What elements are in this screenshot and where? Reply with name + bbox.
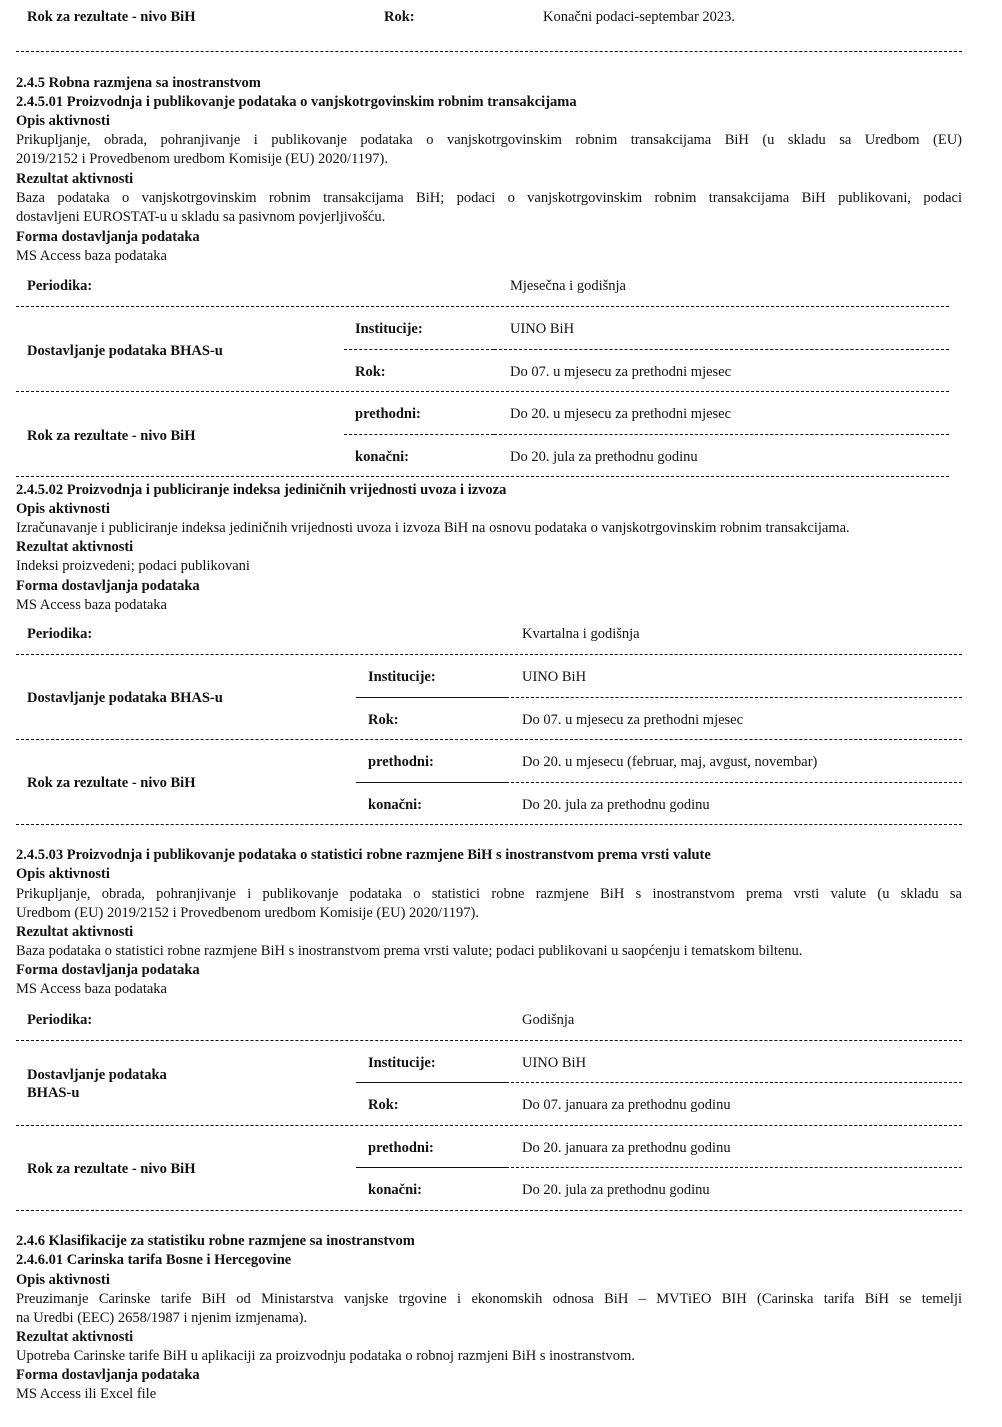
konacni-value: Do 20. jula za prethodnu godinu [522,1182,710,1198]
divider [494,349,949,350]
rok-rezultate-label: Rok za rezultate - nivo BiH [27,775,196,791]
divider [16,391,949,392]
konacni-label: konačni: [368,797,422,813]
prethodni-label: prethodni: [355,406,421,422]
opis-heading: Opis aktivnosti [16,866,110,882]
dostavljanje-label: Dostavljanje podataka BHAS-u [27,690,223,706]
rezultat-text-line: Indeksi proizvedeni; podaci publikovani [16,558,250,574]
periodika-value: Mjesečna i godišnja [510,278,626,294]
institucije-value: UINO BiH [522,669,587,685]
rezultat-text-line: Baza podataka o vanjskotrgovinskim robnim transakcijama BiH; podaci o vanjskotrgovinskim robnim transakcijama BiH publikovani, podaci [16,190,962,206]
divider [16,476,949,477]
opis-text-line: Uredbom (EU) 2019/2152 i Provedbenom uredbom Komisije (EU) 2020/1197). [16,905,479,921]
opis-text-line: na Uredbi (EEC) 2658/1987 i njenim izmjenama). [16,1310,308,1326]
activity-title: 2.4.6.01 Carinska tarifa Bosne i Hercegovine [16,1252,292,1268]
divider [344,349,494,350]
section-heading: 2.4.5 Robna razmjena sa inostranstvom [16,75,261,91]
rok-value: Do 07. januara za prethodnu godinu [522,1097,731,1113]
periodika-value: Godišnja [522,1012,575,1028]
prethodni-value: Do 20. u mjesecu (februar, maj, avgust, novembar) [522,754,818,770]
prethodni-label: prethodni: [368,754,434,770]
divider [506,1167,962,1168]
rezultat-text-line: Baza podataka o statistici robne razmjene BiH s inostranstvom prema vrsti valute; podaci publikovani u saopćenju i tematskom biltenu. [16,943,803,959]
rok-value: Do 07. u mjesecu za prethodni mjesec [522,712,744,728]
forma-text: MS Access baza podataka [16,597,167,613]
opis-heading: Opis aktivnosti [16,1272,110,1288]
opis-text-line: Prikupljanje, obrada, pohranjivanje i publikovanje podataka o statistici robne razmjene BiH s inostranstvom prema vrsti valute (u skladu sa [16,886,962,902]
rezultat-heading: Rezultat aktivnosti [16,924,134,940]
opis-text-line: Izračunavanje i publiciranje indeksa jediničnih vrijednosti uvoza i izvoza BiH na osnovu podataka o vanjskotrgovinskim robnim transakcijama. [16,520,850,536]
divider [356,1082,506,1083]
activity-title: 2.4.5.03 Proizvodnja i publikovanje podataka o statistici robne razmjene BiH s inostranstvom prema vrsti valute [16,847,711,863]
konacni-label: konačni: [368,1182,422,1198]
institucije-label: Institucije: [368,669,436,685]
rok-rezultate-label: Rok za rezultate - nivo BiH [27,428,196,444]
divider [506,697,962,698]
rezultat-heading: Rezultat aktivnosti [16,539,134,555]
dostavljanje-label: Dostavljanje podataka BHAS-u [27,343,223,359]
divider [356,1167,506,1168]
rok-label: Rok: [355,364,386,380]
opis-text-line: 2019/2152 i Provedbenom uredbom Komisije (EU) 2020/1197). [16,151,388,167]
top-rok-label: Rok: [384,9,415,25]
forma-heading: Forma dostavljanja podataka [16,962,200,978]
rok-rezultate-label: Rok za rezultate - nivo BiH [27,1161,196,1177]
dostavljanje-label: BHAS-u [27,1085,80,1101]
opis-heading: Opis aktivnosti [16,113,110,129]
opis-text-line: Preuzimanje Carinske tarife BiH od Ministarstva vanjske trgovine i ekonomskih odnosa BiH – MVTiEO BIH (Carinska tarifa BiH se temelji [16,1291,962,1307]
rok-label: Rok: [368,712,399,728]
divider [16,51,962,52]
rezultat-heading: Rezultat aktivnosti [16,1329,134,1345]
opis-text-line: Prikupljanje, obrada, pohranjivanje i publikovanje podataka o vanjskotrgovinskim robnim transakcijama BiH (u skladu sa Uredbom (EU) [16,132,962,148]
divider [16,654,962,655]
activity-title: 2.4.5.02 Proizvodnja i publiciranje indeksa jediničnih vrijednosti uvoza i izvoza [16,482,507,498]
rezultat-text-line: Upotreba Carinske tarife BiH u aplikaciji za proizvodnju podataka o robnoj razmjeni BiH s inostranstvom. [16,1348,635,1364]
top-rok-rezultate-label: Rok za rezultate - nivo BiH [27,9,196,25]
divider [16,1040,962,1041]
divider [356,697,506,698]
opis-heading: Opis aktivnosti [16,501,110,517]
activity-title: 2.4.5.01 Proizvodnja i publikovanje podataka o vanjskotrgovinskim robnim transakcijama [16,94,577,110]
divider [16,1210,962,1211]
divider [494,434,949,435]
prethodni-value: Do 20. januara za prethodnu godinu [522,1140,731,1156]
divider [16,739,962,740]
periodika-value: Kvartalna i godišnja [522,626,640,642]
periodika-label: Periodika: [27,278,93,294]
dostavljanje-label: Dostavljanje podataka [27,1067,167,1083]
top-rok-value: Konačni podaci-septembar 2023. [543,9,736,25]
institucije-label: Institucije: [355,321,423,337]
periodika-label: Periodika: [27,626,93,642]
konacni-label: konačni: [355,449,409,465]
forma-text: MS Access baza podataka [16,248,167,264]
section-heading: 2.4.6 Klasifikacije za statistiku robne razmjene sa inostranstvom [16,1233,415,1249]
forma-heading: Forma dostavljanja podataka [16,229,200,245]
konacni-value: Do 20. jula za prethodnu godinu [510,449,698,465]
institucije-value: UINO BiH [522,1055,587,1071]
forma-text: MS Access ili Excel file [16,1386,157,1402]
prethodni-value: Do 20. u mjesecu za prethodni mjesec [510,406,732,422]
divider [506,782,962,783]
rezultat-text-line: dostavljeni EUROSTAT-u u skladu sa pasivnom povjerljivošću. [16,209,386,225]
forma-heading: Forma dostavljanja podataka [16,578,200,594]
divider [356,782,506,783]
periodika-label: Periodika: [27,1012,93,1028]
rok-label: Rok: [368,1097,399,1113]
forma-text: MS Access baza podataka [16,981,167,997]
divider [506,1082,962,1083]
rezultat-heading: Rezultat aktivnosti [16,171,134,187]
divider [344,434,494,435]
divider [16,306,949,307]
institucije-label: Institucije: [368,1055,436,1071]
forma-heading: Forma dostavljanja podataka [16,1367,200,1383]
prethodni-label: prethodni: [368,1140,434,1156]
divider [16,824,962,825]
rok-value: Do 07. u mjesecu za prethodni mjesec [510,364,732,380]
institucije-value: UINO BiH [510,321,575,337]
konacni-value: Do 20. jula za prethodnu godinu [522,797,710,813]
divider [16,1125,962,1126]
